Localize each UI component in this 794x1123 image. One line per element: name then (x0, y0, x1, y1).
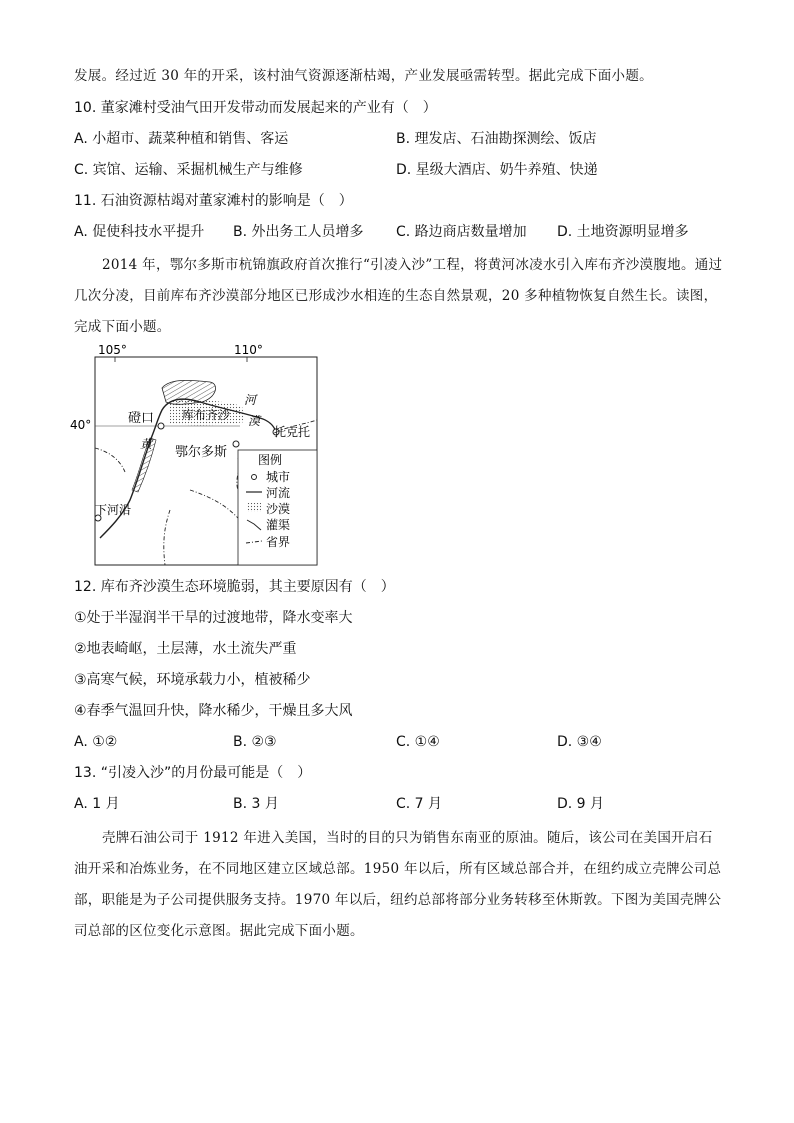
q12-stem: 12. 库布齐沙漠生态环境脆弱，其主要原因有（ ） (74, 579, 395, 595)
intro2-line3: 完成下面小题。 (74, 319, 171, 335)
legend-city-symbol (252, 475, 257, 480)
river-label-huang: 黄 (140, 437, 153, 451)
intro3-line2: 油开采和冶炼业务，在不同地区建立区域总部。1950 年以后，所有区域总部合并，在纽约成立壳牌公司总 (74, 861, 722, 877)
q10-stem: 10. 董家滩村受油气田开发带动而发展起来的产业有（ ） (74, 100, 437, 116)
city-ordos-label: 鄂尔多斯 (175, 445, 228, 460)
city-dengkou-label: 磴口 (128, 411, 155, 426)
intro3-line3: 部，职能是为子公司提供服务支持。1970 年以后，纽约总部将部分业务转移至休斯敦。下图为美国壳牌公 (74, 892, 722, 908)
q13-option-d: D. 9 月 (557, 796, 605, 812)
intro2-line2: 几次分凌，目前库布齐沙漠部分地区已形成沙水相连的生态自然景观，20 多种植物恢复自然生长。读图， (74, 288, 718, 304)
q12-option-a: A. ①② (74, 734, 118, 750)
city-togtoh-label: 托克托 (274, 425, 311, 439)
q10-option-d: D. 星级大酒店、奶牛养殖、快递 (396, 162, 598, 178)
legend-city-label: 城市 (266, 470, 291, 484)
q11-stem: 11. 石油资源枯竭对董家滩村的影响是（ ） (74, 193, 353, 209)
q13-stem: 13. “引凌入沙”的月份最可能是（ ） (74, 765, 312, 781)
q10-option-c: C. 宾馆、运输、采掘机械生产与维修 (74, 162, 303, 178)
q11-option-c: C. 路边商店数量增加 (396, 224, 527, 240)
river-label-he: 河 (244, 393, 257, 407)
q11-option-a: A. 促使科技水平提升 (74, 224, 205, 240)
intro2-line1: 2014 年，鄂尔多斯市杭锦旗政府首次推行“引凌入沙”工程，将黄河冰凌水引入库布齐沙漠腹地。通过 (102, 257, 723, 273)
q13-option-a: A. 1 月 (74, 796, 120, 812)
city-ordos-marker (233, 441, 239, 447)
q12-option-d: D. ③④ (557, 734, 602, 750)
q12-statement-4: ④春季气温回升快，降水稀少，干燥且多大风 (74, 703, 353, 719)
intro1-line1: 发展。经过近 30 年的开采，该村油气资源逐渐枯竭，产业发展亟需转型。据此完成下面小题。 (74, 68, 653, 84)
q12-statement-3: ③高寒气候，环境承载力小，植被稀少 (74, 672, 311, 688)
q11-option-d: D. 土地资源明显增多 (557, 224, 689, 240)
q10-option-b: B. 理发店、石油勘探测绘、饭店 (396, 131, 597, 147)
legend-title: 图例 (258, 453, 283, 467)
lat-40-label: 40° (70, 418, 92, 432)
lon-110-label: 110° (234, 343, 263, 357)
q11-option-b: B. 外出务工人员增多 (233, 224, 364, 240)
intro3-line4: 司总部的区位变化示意图。据此完成下面小题。 (74, 923, 364, 939)
city-dengkou-marker (158, 423, 164, 429)
legend-river-label: 河流 (266, 486, 291, 500)
desert-label: 库布齐沙 (182, 408, 231, 422)
legend-canal-label: 灌渠 (266, 518, 291, 532)
q12-option-b: B. ②③ (233, 734, 277, 750)
q12-option-c: C. ①④ (396, 734, 440, 750)
q10-option-a: A. 小超市、蔬菜种植和销售、客运 (74, 131, 289, 147)
legend-boundary-label: 省界 (266, 535, 291, 549)
legend-desert-label: 沙漠 (266, 502, 291, 516)
intro3-line1: 壳牌石油公司于 1912 年进入美国，当时的目的只为销售东南亚的原油。随后，该公司在美国开启石 (102, 830, 713, 846)
legend-desert-symbol (247, 503, 261, 512)
q13-option-b: B. 3 月 (233, 796, 279, 812)
desert-label-2: 漠 (248, 414, 261, 428)
city-xiaheyan-label: 下河沿 (95, 503, 132, 517)
q12-statement-2: ②地表崎岖，土层薄，水土流失严重 (74, 641, 297, 657)
q12-statement-1: ①处于半湿润半干旱的过渡地带，降水变率大 (74, 610, 353, 626)
kubuqi-desert-map (70, 340, 330, 570)
lon-105-label: 105° (98, 343, 127, 357)
q13-option-c: C. 7 月 (396, 796, 443, 812)
